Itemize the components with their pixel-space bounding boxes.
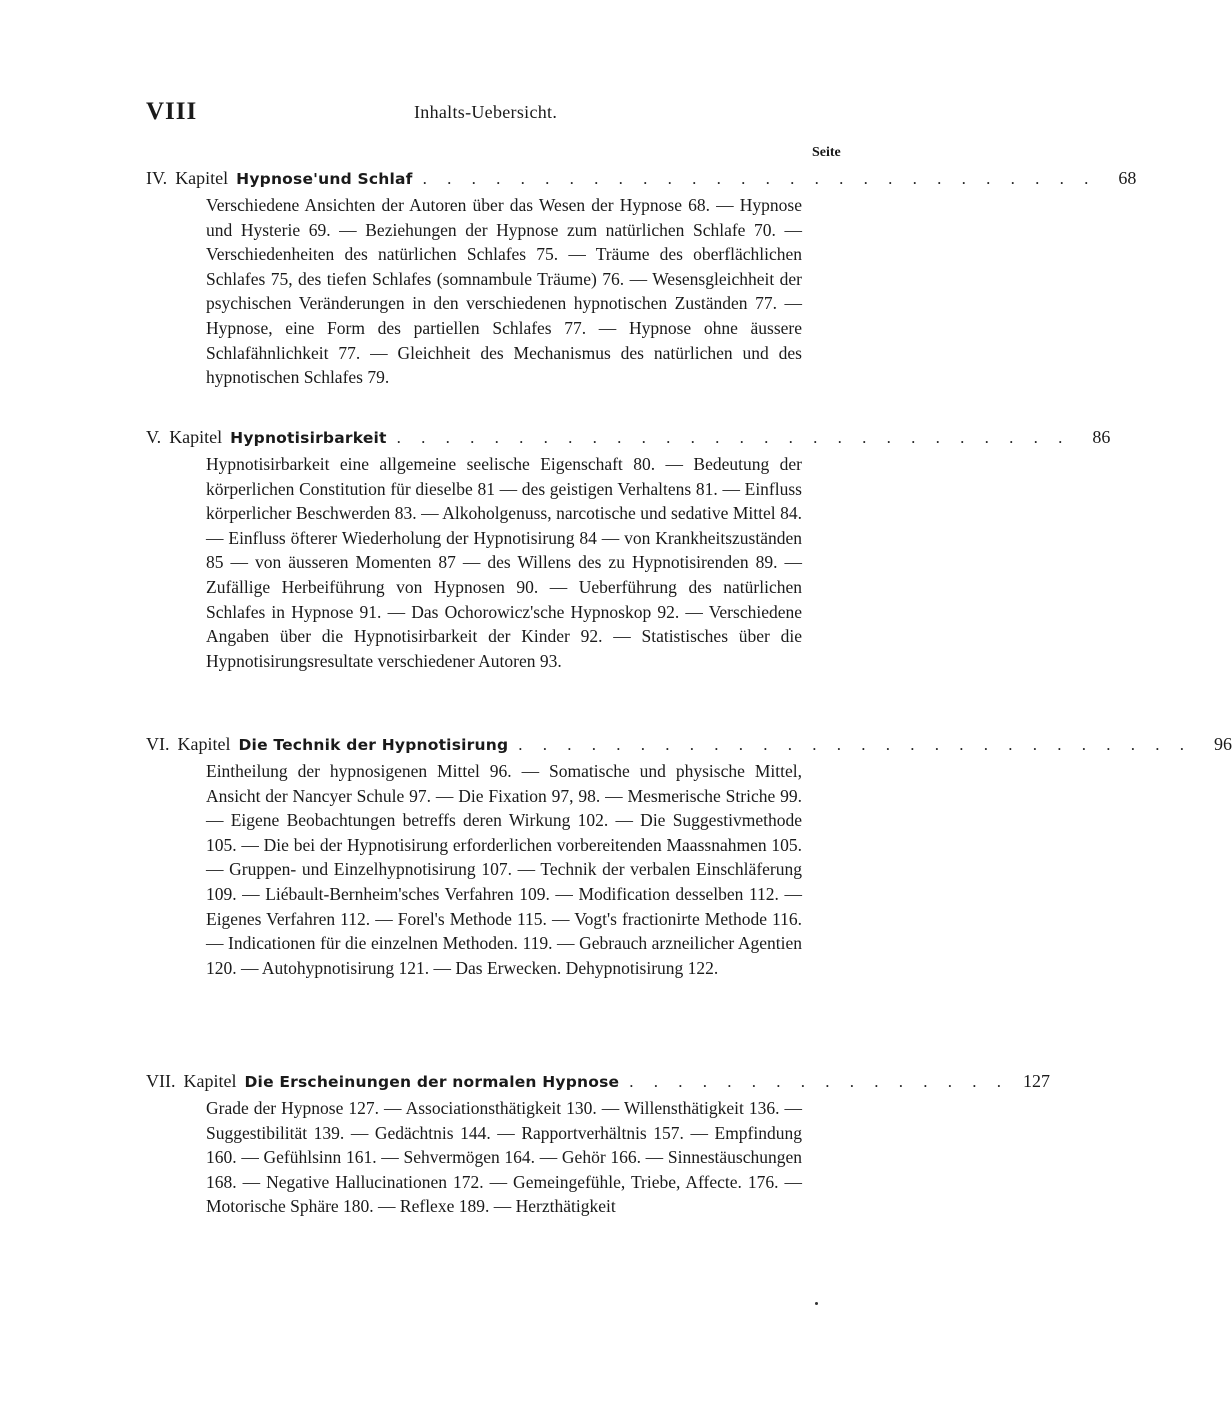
dot-leader: . . . . . . . . . . . . . . . . . . . . . . . . . . . .	[518, 735, 1192, 754]
chapter-label: Kapitel	[175, 168, 229, 188]
chapter-label: Kapitel	[177, 734, 231, 754]
chapter-page: 68	[1118, 168, 1137, 188]
chapter-title: Die Technik der Hypnotisirung	[238, 736, 509, 754]
dot-leader: . . . . . . . . . . . . . . . .	[629, 1072, 1010, 1091]
chapter-summary: Verschiedene Ansichten der Autoren über das Wesen der Hypnose 68. — Hypnose und Hysterie 69. — Beziehungen der Hypnose zum natürlichen Schlafe 70. — Verschiedenheiten des natürlichen Schlafes 75. — Träume des oberflächlichen Schlafes 75, des tiefen Schlafes (somnambule Träume) 76. — Wesensgleichheit der psychischen Veränderungen in den verschiedenen hypnotischen Zuständen 77. — Hypnose, eine Form des partiellen Schlafes 77. — Hypnose ohne äussere Schlafähnlichkeit 77. — Gleichheit des Mechanismus des natürlichen und des hypnotischen Schlafes 79.	[206, 195, 802, 388]
print-speck	[815, 1302, 818, 1305]
chapter-summary: Hypnotisirbarkeit eine allgemeine seelische Eigenschaft 80. — Bedeutung der körperlichen Constitution für dieselbe 81 — des geistigen Verhaltens 81. — Einfluss körperlicher Beschwerden 83. — Alkoholgenuss, narcotische und sedative Mittel 84. — Einfluss öfterer Wiederholung der Hypnotisirung 84 — von Krankheitszuständen 85 — von äusseren Momenten 87 — des Willens des zu Hypnotisirenden 89. — Zufällige Herbeiführung von Hypnosen 90. — Ueberführung des natürlichen Schlafes in Hypnose 91. — Das Ochorowicz'sche Hypnoskop 92. — Verschiedene Angaben über die Hypnotisirbarkeit der Kinder 92. — Statistisches über die Hypnotisirungsresultate verschiedener Autoren 93.	[206, 454, 802, 671]
chapter-vi-entry	[146, 731, 1232, 980]
chapter-label: Kapitel	[169, 427, 223, 447]
dot-leader: . . . . . . . . . . . . . . . . . . . . . . . . . . . .	[396, 428, 1071, 447]
chapter-page: 96	[1214, 734, 1232, 754]
chapter-heading	[146, 1068, 1051, 1094]
chapter-title: Hypnotisirbarkeit	[230, 429, 387, 447]
chapter-number: VII.	[146, 1071, 176, 1091]
dot-leader: . . . . . . . . . . . . . . . . . . . . . . . . . . . .	[422, 169, 1097, 188]
chapter-number: VI.	[146, 734, 170, 754]
chapter-title: Die Erscheinungen der normalen Hypnose	[244, 1073, 620, 1091]
chapter-summary: Eintheilung der hypnosigenen Mittel 96. — Somatische und physische Mittel, Ansicht der Nancyer Schule 97. — Die Fixation 97, 98. — Mesmerische Striche 99. — Eigene Beobachtungen betreffs deren Wirkung 102. — Die Suggestivmethode 105. — Die bei der Hypnotisirung erforderlichen vorbereitenden Maassnahmen 105. — Gruppen- und Einzelhypnotisirung 107. — Technik der verbalen Einschläferung 109. — Liébault-Bernheim'sches Verfahren 109. — Modification desselben 112. — Eigenes Verfahren 112. — Forel's Methode 115. — Vogt's fractionirte Methode 116. — Indicationen für die einzelnen Methoden. 119. — Gebrauch arzneilicher Agentien 120. — Autohypnotisirung 121. — Das Erwecken. Dehypnotisirung 122.	[206, 761, 802, 978]
chapter-iv-entry	[146, 165, 1137, 390]
chapter-number: IV.	[146, 168, 168, 188]
chapter-v-entry	[146, 424, 1111, 673]
chapter-summary: Grade der Hypnose 127. — Associationsthätigkeit 130. — Willensthätigkeit 136. — Suggestibilität 139. — Gedächtnis 144. — Rapportverhältnis 157. — Empfindung 160. — Gefühlsinn 161. — Sehvermögen 164. — Gehör 166. — Sinnestäuschungen 168. — Negative Hallucinationen 172. — Gemeingefühle, Triebe, Affecte. 176. — Motorische Sphäre 180. — Reflexe 189. — Herzthätigkeit	[206, 1098, 802, 1217]
running-head: Inhalts-Uebersicht.	[414, 102, 558, 122]
chapter-heading	[146, 731, 1232, 757]
chapter-label: Kapitel	[183, 1071, 237, 1091]
chapter-page: 86	[1092, 427, 1111, 447]
chapter-vii-entry	[146, 1068, 1051, 1219]
chapter-number: V.	[146, 427, 162, 447]
chapter-page: 127	[1023, 1071, 1051, 1091]
page-number: VIII	[146, 98, 198, 125]
page-column-label: Seite	[812, 145, 841, 160]
chapter-heading	[146, 424, 1111, 450]
chapter-title: Hypnose'und Schlaf	[236, 170, 413, 188]
chapter-heading	[146, 165, 1137, 191]
